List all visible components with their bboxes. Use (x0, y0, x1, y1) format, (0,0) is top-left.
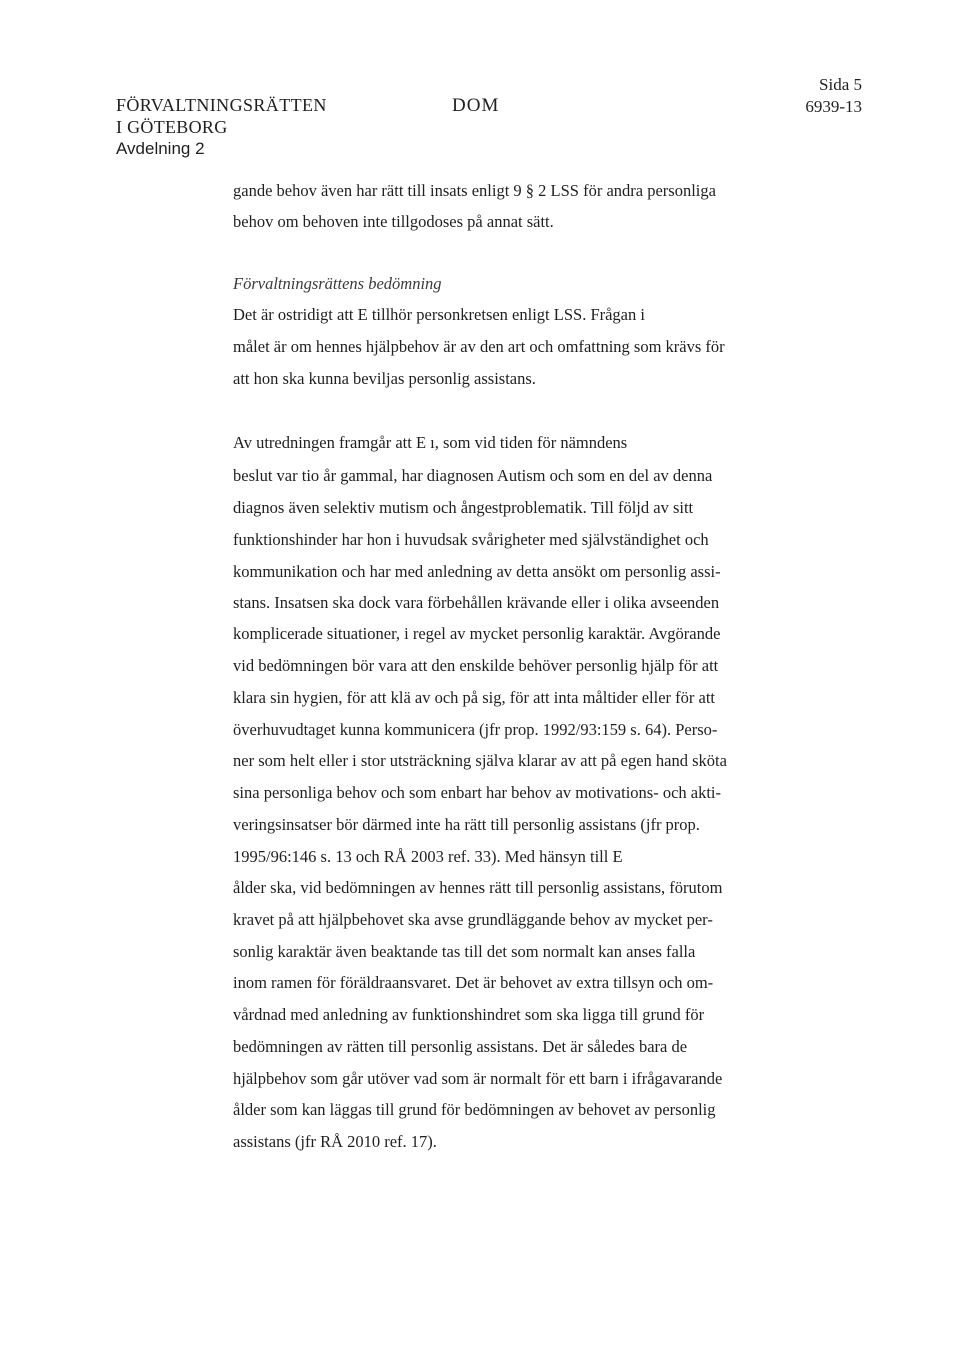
section-heading: Förvaltningsrättens bedömning (233, 274, 442, 293)
body-line: diagnos även selektiv mutism och ångestproblematik. Till följd av sitt (233, 498, 694, 517)
body-line: vid bedömningen bör vara att den enskilde behöver personlig hjälp för att (233, 656, 719, 675)
body-line: vårdnad med anledning av funktionshindret som ska ligga till grund för (233, 1005, 705, 1024)
case-number: 6939-13 (805, 97, 862, 116)
court-name: FÖRVALTNINGSRÄTTEN (116, 95, 327, 115)
body-line: inom ramen för föräldraansvaret. Det är behovet av extra tillsyn och om- (233, 973, 714, 992)
body-line: veringsinsatser bör därmed inte ha rätt till personlig assistans (jfr prop. (233, 815, 700, 834)
body-line: bedömningen av rätten till personlig assistans. Det är således bara de (233, 1037, 688, 1056)
body-line: Av utredningen framgår att E ı, som vid tiden för nämndens (233, 433, 628, 452)
body-line: assistans (jfr RÅ 2010 ref. 17). (233, 1132, 437, 1151)
body-line: funktionshinder har hon i huvudsak svårigheter med självständighet och (233, 530, 709, 549)
body-line: 1995/96:146 s. 13 och RÅ 2003 ref. 33). Med hänsyn till E (233, 847, 623, 866)
body-line: sonlig karaktär även beaktande tas till det som normalt kan anses falla (233, 942, 696, 961)
body-line: klara sin hygien, för att klä av och på sig, för att inta måltider eller för att (233, 688, 715, 707)
body-line: kommunikation och har med anledning av detta ansökt om personlig assi- (233, 562, 721, 581)
body-line: målet är om hennes hjälpbehov är av den art och omfattning som krävs för (233, 337, 725, 356)
body-line: gande behov även har rätt till insats enligt 9 § 2 LSS för andra personliga (233, 181, 716, 200)
page-number: Sida 5 (819, 75, 862, 94)
body-line: beslut var tio år gammal, har diagnosen Autism och som en del av denna (233, 466, 713, 485)
body-line: att hon ska kunna beviljas personlig assistans. (233, 369, 536, 388)
body-line: behov om behoven inte tillgodoses på annat sätt. (233, 212, 554, 231)
body-line: ner som helt eller i stor utsträckning själva klarar av att på egen hand sköta (233, 751, 727, 770)
body-line: kravet på att hjälpbehovet ska avse grundläggande behov av mycket per- (233, 910, 713, 929)
department: Avdelning 2 (116, 139, 205, 158)
body-line: ålder ska, vid bedömningen av hennes rätt till personlig assistans, förutom (233, 878, 723, 897)
body-line: Det är ostridigt att E tillhör personkretsen enligt LSS. Frågan i (233, 305, 645, 324)
document-type: DOM (452, 95, 500, 116)
court-city: I GÖTEBORG (116, 117, 228, 137)
body-line: ålder som kan läggas till grund för bedömningen av behovet av personlig (233, 1100, 716, 1119)
body-line: komplicerade situationer, i regel av mycket personlig karaktär. Avgörande (233, 624, 721, 643)
body-line: hjälpbehov som går utöver vad som är normalt för ett barn i ifrågavarande (233, 1069, 723, 1088)
body-line: överhuvudtaget kunna kommunicera (jfr prop. 1992/93:159 s. 64). Perso- (233, 720, 718, 739)
body-line: sina personliga behov och som enbart har behov av motivations- och akti- (233, 783, 721, 802)
body-line: stans. Insatsen ska dock vara förbehållen krävande eller i olika avseenden (233, 593, 720, 612)
